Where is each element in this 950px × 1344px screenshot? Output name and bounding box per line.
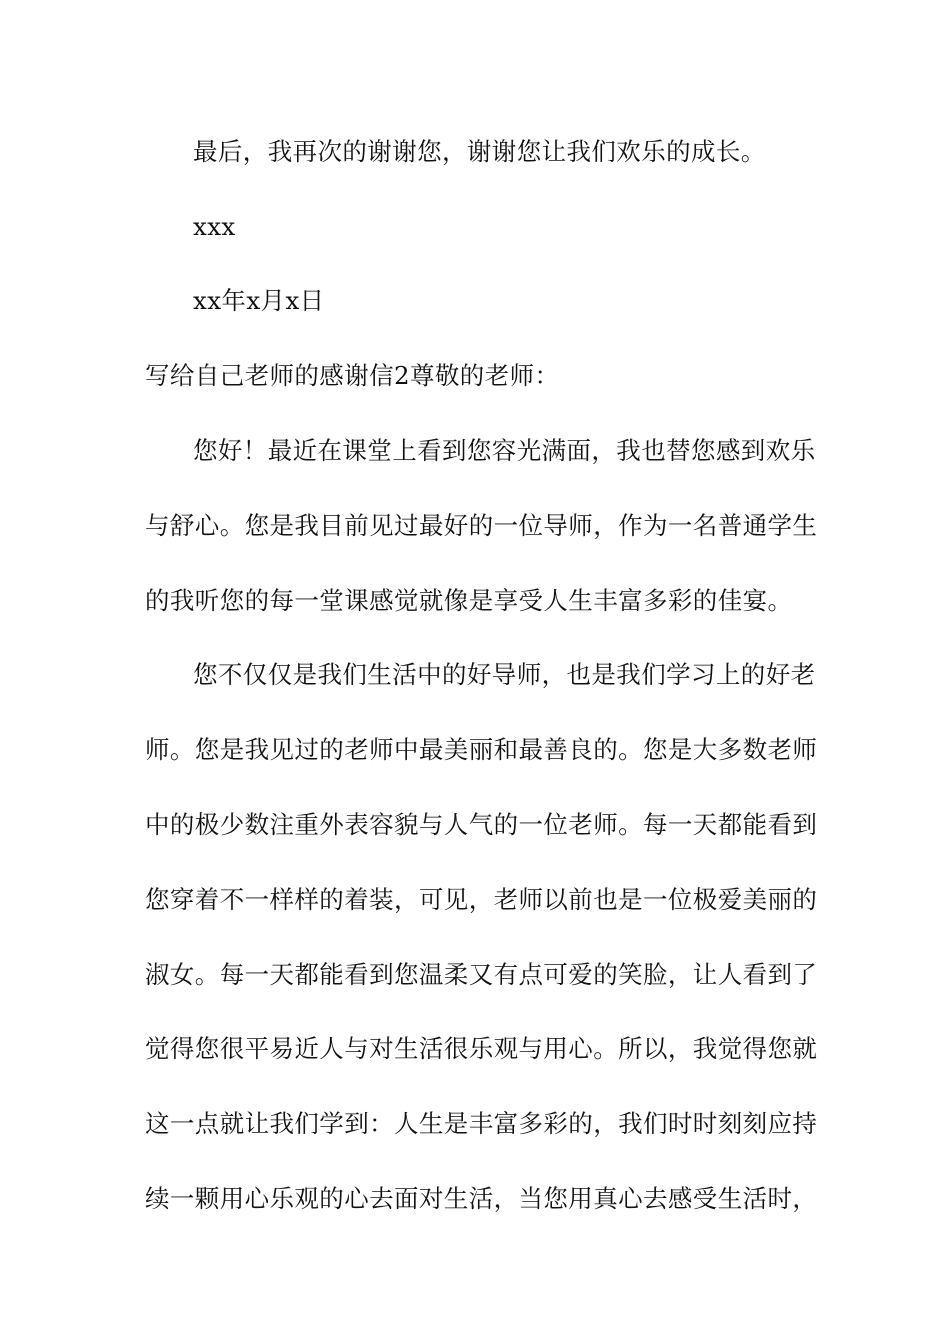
paragraph2-line: 师。您是我见过的老师中最美丽和最善良的。您是大多数老师 xyxy=(145,735,818,764)
paragraph2-line: 续一颗用心乐观的心去面对生活，当您用真心去感受生活时， xyxy=(145,1184,818,1213)
paragraph2-line: 中的极少数注重外表容貌与人气的一位老师。每一天都能看到 xyxy=(145,810,818,839)
paragraph2-line: 觉得您很平易近人与对生活很乐观与用心。所以，我觉得您就 xyxy=(145,1034,818,1063)
paragraph1-line: 您好！最近在课堂上看到您容光满面，我也替您感到欢乐 xyxy=(193,436,816,465)
date-line: xx年x月x日 xyxy=(193,286,325,315)
paragraph1-line: 与舒心。您是我目前见过最好的一位导师，作为一名普通学生 xyxy=(145,511,818,540)
paragraph2-line: 淑女。每一天都能看到您温柔又有点可爱的笑脸，让人看到了 xyxy=(145,960,818,989)
paragraph2-line: 您穿着不一样样的着装，可见，老师以前也是一位极爱美丽的 xyxy=(145,885,818,914)
paragraph2-line: 这一点就让我们学到：人生是丰富多彩的，我们时时刻刻应持 xyxy=(145,1109,818,1138)
letter2-heading: 写给自己老师的感谢信2尊敬的老师： xyxy=(145,361,560,390)
signature: xxx xyxy=(193,212,236,241)
paragraph1-line: 的我听您的每一堂课感觉就像是享受人生丰富多彩的佳宴。 xyxy=(145,586,793,615)
paragraph2-line: 您不仅仅是我们生活中的好导师，也是我们学习上的好老 xyxy=(193,660,816,689)
closing-line: 最后，我再次的谢谢您，谢谢您让我们欢乐的成长。 xyxy=(193,137,766,166)
